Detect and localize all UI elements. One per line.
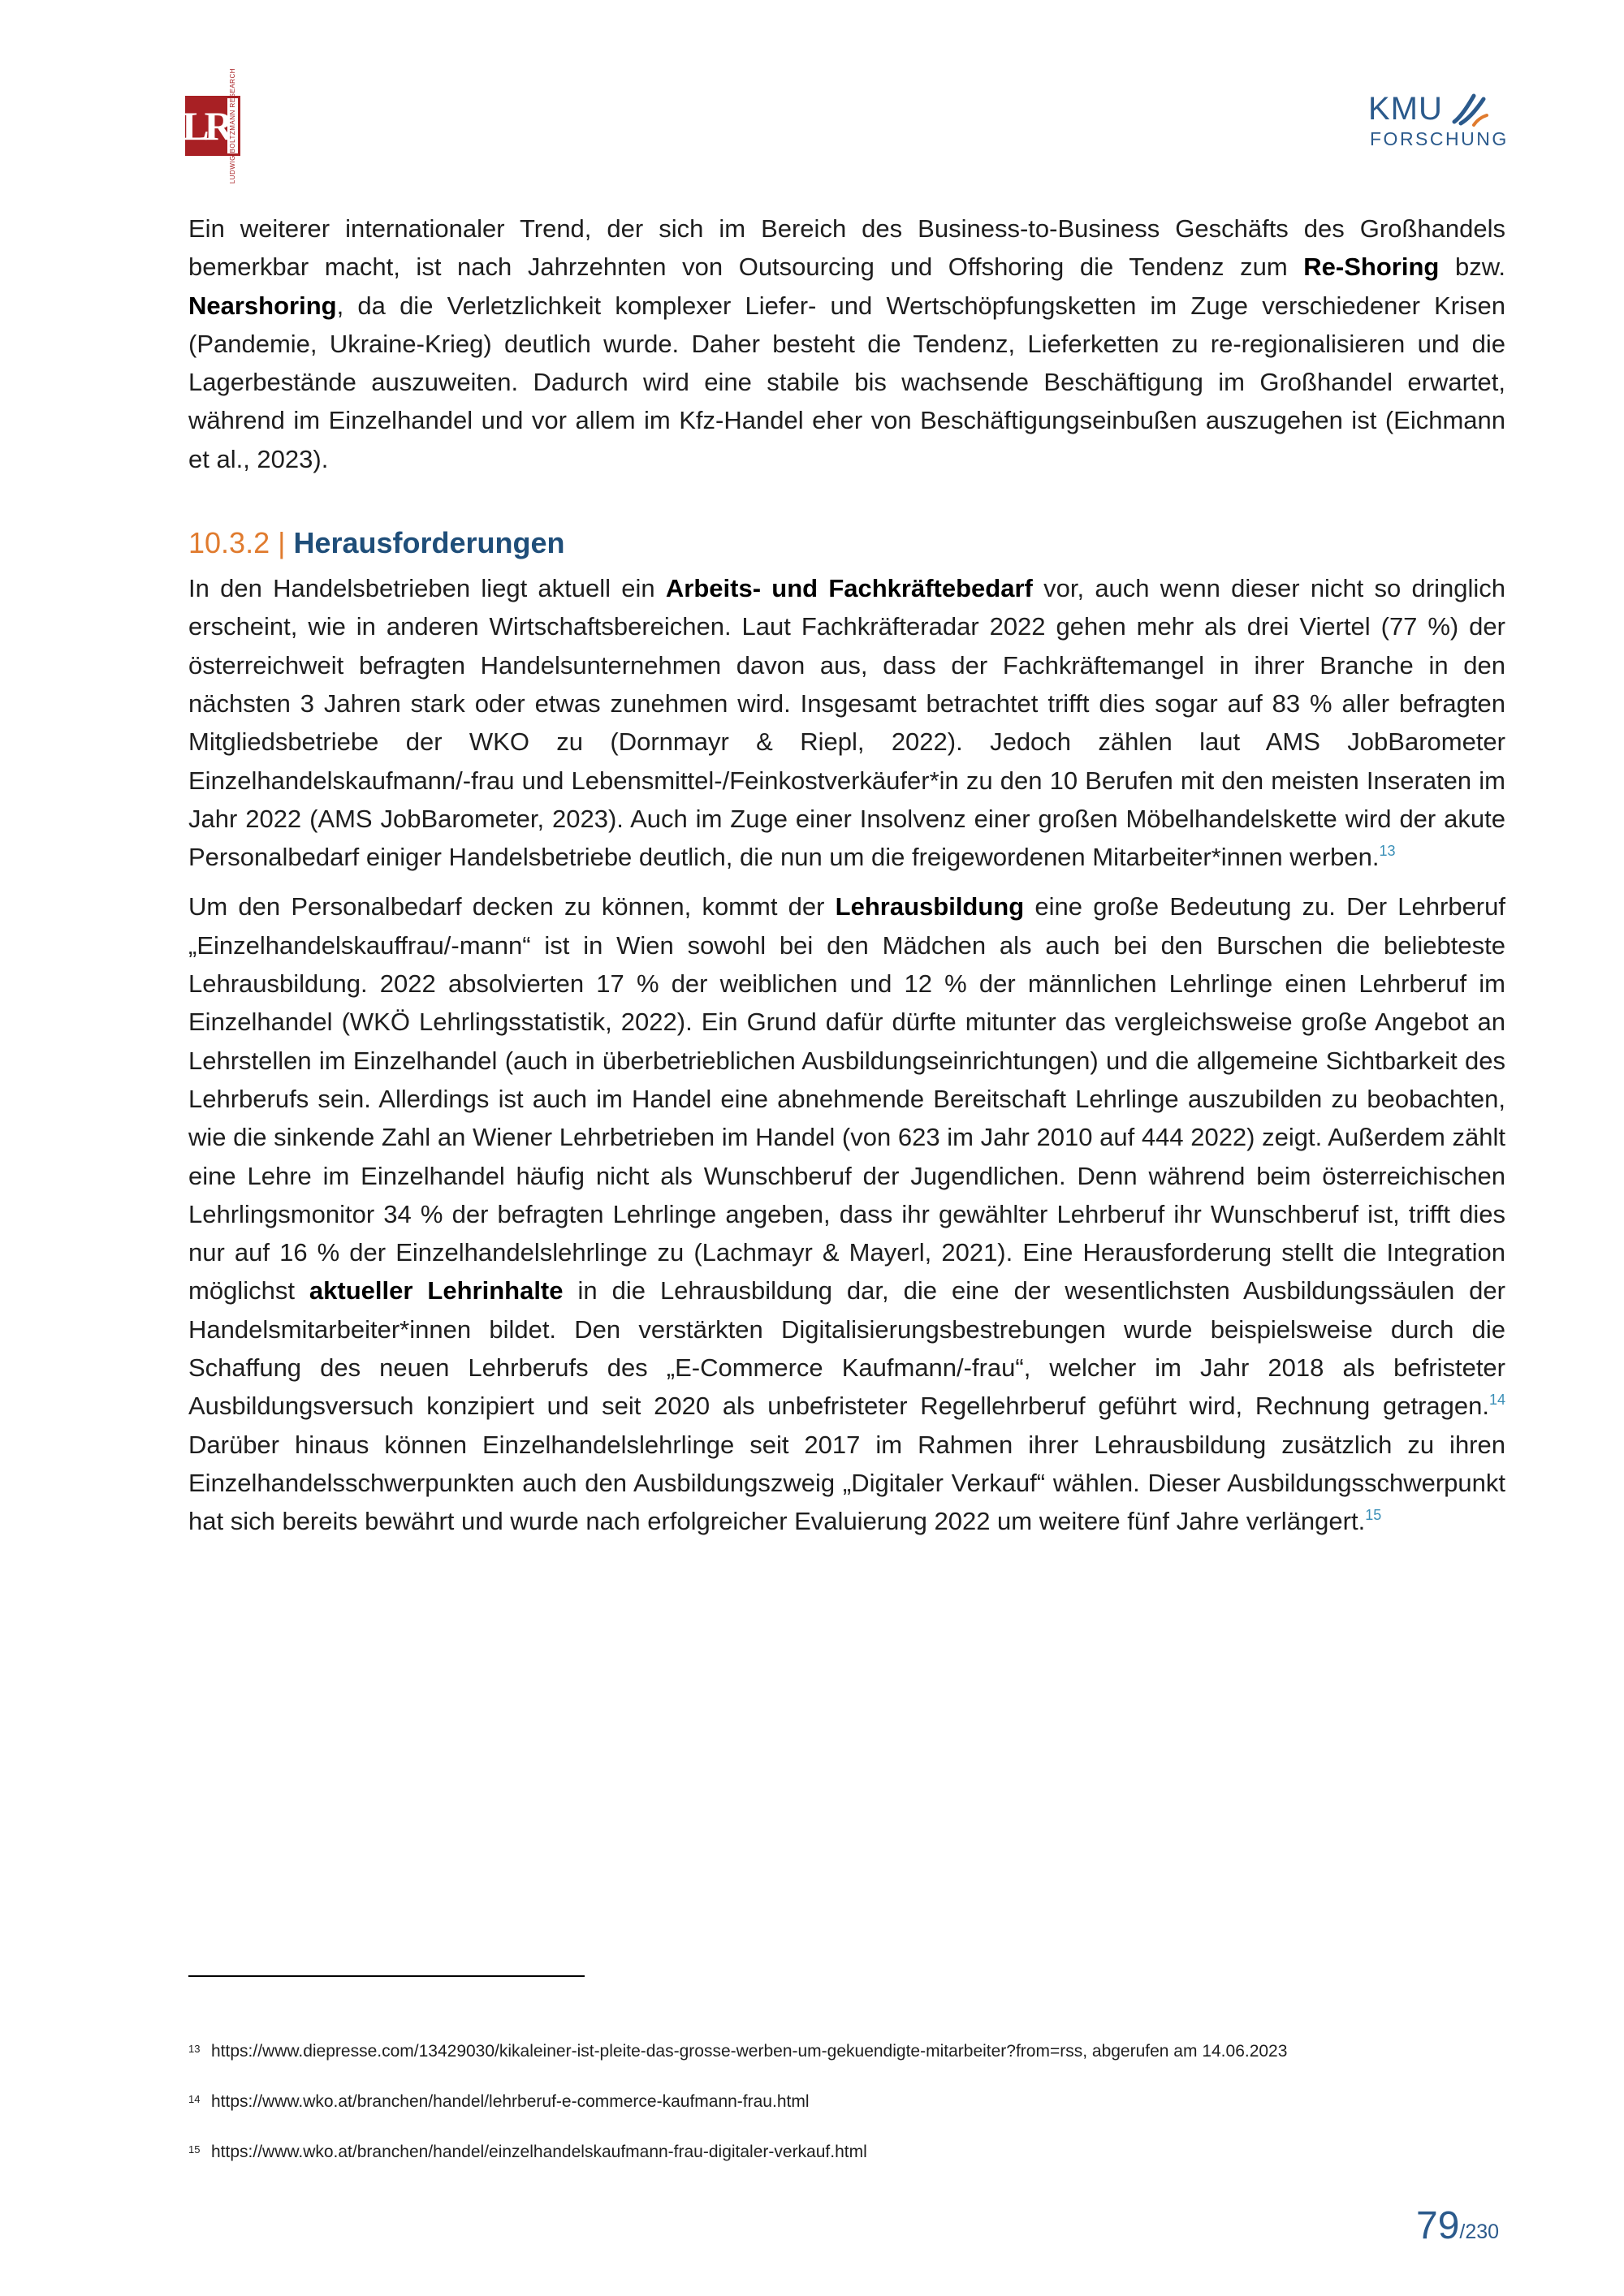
lr-logo-subtext: LUDWIG BOLTZMANN RESEARCH <box>229 67 236 184</box>
bold-term: aktueller Lehrinhalte <box>309 1276 564 1306</box>
kmu-logo-main: KMU <box>1368 91 1443 127</box>
footnote-ref[interactable]: 14 <box>1488 1392 1505 1409</box>
section-heading <box>188 522 1505 564</box>
paragraph-lehrausbildung <box>188 887 1505 1540</box>
footnotes <box>188 2036 1505 2187</box>
kmu-logo-sub: FORSCHUNG <box>1370 128 1509 149</box>
footnote-number: 14 <box>188 2093 201 2105</box>
text-run: eine große Bedeutung zu. Der Lehrberuf „Einzelhandelskauffrau/-mann“ ist in Wien sowohl bei den Mädchen als auch bei den Burschen die beliebteste Lehrausbildung. 2022 absolvierten 17 % der weiblichen und 12 % der männlichen Lehrlinge einen Lehrberuf im Einzelhandel (WKÖ Lehrlingsstatistik, 2022). Ein Grund dafür dürfte mitunter das vergleichsweise große Angebot an Lehrstellen im Einzelhandel (auch in überbetrieblichen Ausbildungseinrichtungen) und die allgemeine Sichtbarkeit des Lehrberufs sein. Allerdings ist auch im Handel eine abnehmende Bereitschaft Lehrlinge auszubilden zu beobachten, wie die sinkende Zahl an Wiener Lehrbetrieben im Handel (von 623 im Jahr 2010 auf 444 2022) zeigt. Außerdem zählt eine Lehre im Einzelhandel häufig nicht als Wunschberuf der Jugendlichen. Denn während beim österreichischen Lehrlingsmonitor 34 % der befragten Lehrlinge angeben, dass ihr gewählter Lehrberuf ihr Wunschberuf ist, trifft dies nur auf 16 % der Einzelhandelslehrlinge zu (Lachmayr & Mayerl, 2021). Eine Herausforderung stellt die Integration möglichst <box>188 892 1505 1306</box>
section-title: Herausforderungen <box>293 526 565 560</box>
footnote <box>188 2036 1505 2061</box>
bold-term: Nearshoring <box>188 291 337 320</box>
lr-logo <box>182 67 240 184</box>
footnote <box>188 2087 1505 2112</box>
text-run: Darüber hinaus können Einzelhandelslehrlinge seit 2017 im Rahmen ihrer Lehrausbildung zusätzlich zu ihren Einzelhandelsschwerpunkten auch den Ausbildungszweig „Digitaler Verkauf“ wählen. Dieser Ausbildungsschwerpunkt hat sich bereits bewährt und wurde nach erfolgreicher Evaluierung 2022 um weitere fünf Jahre verlängert. <box>188 1430 1505 1536</box>
text-run: in die Lehrausbildung dar, die eine der wesentlichsten Ausbildungssäulen der Handelsmitarbeiter*innen bildet. Den verstärkten Digitalisierungsbestrebungen wurde beispielsweise durch die Schaffung des neuen Lehrberufs des „E-Commerce Kaufmann/-frau“, welcher im Jahr 2018 als befristeter Ausbildungsversuch konzipiert und seit 2020 als unbefristeter Regellehrberuf geführt wird, Rechnung getragen. <box>188 1276 1505 1421</box>
paragraph-fachkraefte <box>188 569 1505 876</box>
section-separator: | <box>278 526 286 560</box>
footnote-ref[interactable]: 15 <box>1365 1507 1382 1524</box>
footnote <box>188 2137 1505 2162</box>
paragraph-reshoring <box>188 209 1505 478</box>
bold-term: Arbeits- und Fachkräftebedarf <box>665 574 1033 603</box>
footnote-link[interactable]: https://www.wko.at/branchen/handel/lehrberuf-e-commerce-kaufmann-frau.html <box>211 2092 810 2111</box>
footnote-link[interactable]: https://www.wko.at/branchen/handel/einzelhandelskaufmann-frau-digitaler-verkauf.html <box>211 2143 867 2161</box>
lr-logo-mark: LR <box>188 98 227 153</box>
bold-term: Re-Shoring <box>1303 252 1440 282</box>
text-run: Ein weiterer internationaler Trend, der sich im Bereich des Business-to-Business Geschäfts des Großhandels bemerkbar macht, ist nach Jahrzehnten von Outsourcing und Offshoring die Tendenz zum <box>188 214 1505 282</box>
page-total: /230 <box>1459 2220 1500 2243</box>
text-run: In den Handelsbetrieben liegt aktuell ein <box>188 574 666 603</box>
footnote-number: 13 <box>188 2043 201 2055</box>
main-content <box>188 209 1505 1541</box>
page-current: 79 <box>1416 2204 1460 2247</box>
bold-term: Lehrausbildung <box>835 892 1025 921</box>
footnote-number: 15 <box>188 2143 201 2156</box>
text-run: Um den Personalbedarf decken zu können, kommt der <box>188 892 836 921</box>
text-run: bzw. <box>1439 252 1505 282</box>
text-run: , da die Verletzlichkeit komplexer Liefer- und Wertschöpfungsketten im Zuge verschiedener Krisen (Pandemie, Ukraine-Krieg) deutlich wurde. Daher besteht die Tendenz, Lieferketten zu re-regionalisieren und die Lagerbestände auszuweiten. Dadurch wird eine stabile bis wachsende Beschäftigung im Großhandel erwartet, während im Einzelhandel und vor allem im Kfz-Handel eher von Beschäftigungseinbußen auszugehen ist (Eichmann et al., 2023). <box>188 291 1505 473</box>
footnote-link[interactable]: https://www.diepresse.com/13429030/kikaleiner-ist-pleite-das-grosse-werben-um-gekuendigte-mitarbeiter?from=rss, abgerufen am 14.06.2023 <box>211 2042 1288 2061</box>
page-number <box>1416 2202 1499 2256</box>
leaf-icon <box>1449 93 1488 128</box>
kmu-forschung-logo <box>1368 91 1509 156</box>
footnote-divider <box>188 1975 585 1977</box>
footnote-ref[interactable]: 13 <box>1379 843 1396 860</box>
section-number: 10.3.2 <box>188 526 270 560</box>
text-run: vor, auch wenn dieser nicht so dringlich erscheint, wie in anderen Wirtschaftsbereichen. Laut Fachkräfteradar 2022 gehen mehr als drei Viertel (77 %) der österreichweit befragten Handelsunternehmen davon aus, dass der Fachkräftemangel in ihrer Branche in den nächsten 3 Jahren stark oder etwas zunehmen wird. Insgesamt betrachtet trifft dies sogar auf 83 % aller befragten Mitgliedsbetriebe der WKO zu (Dornmayr & Riepl, 2022). Jedoch zählen laut AMS JobBarometer Einzelhandelskaufmann/-frau und Lebensmittel-/Feinkostverkäufer*in zu den 10 Berufen mit den meisten Inseraten im Jahr 2022 (AMS JobBarometer, 2023). Auch im Zuge einer Insolvenz einer großen Möbelhandelskette wird der akute Personalbedarf einiger Handelsbetriebe deutlich, die nun um die freigewordenen Mitarbeiter*innen werben. <box>188 574 1505 872</box>
